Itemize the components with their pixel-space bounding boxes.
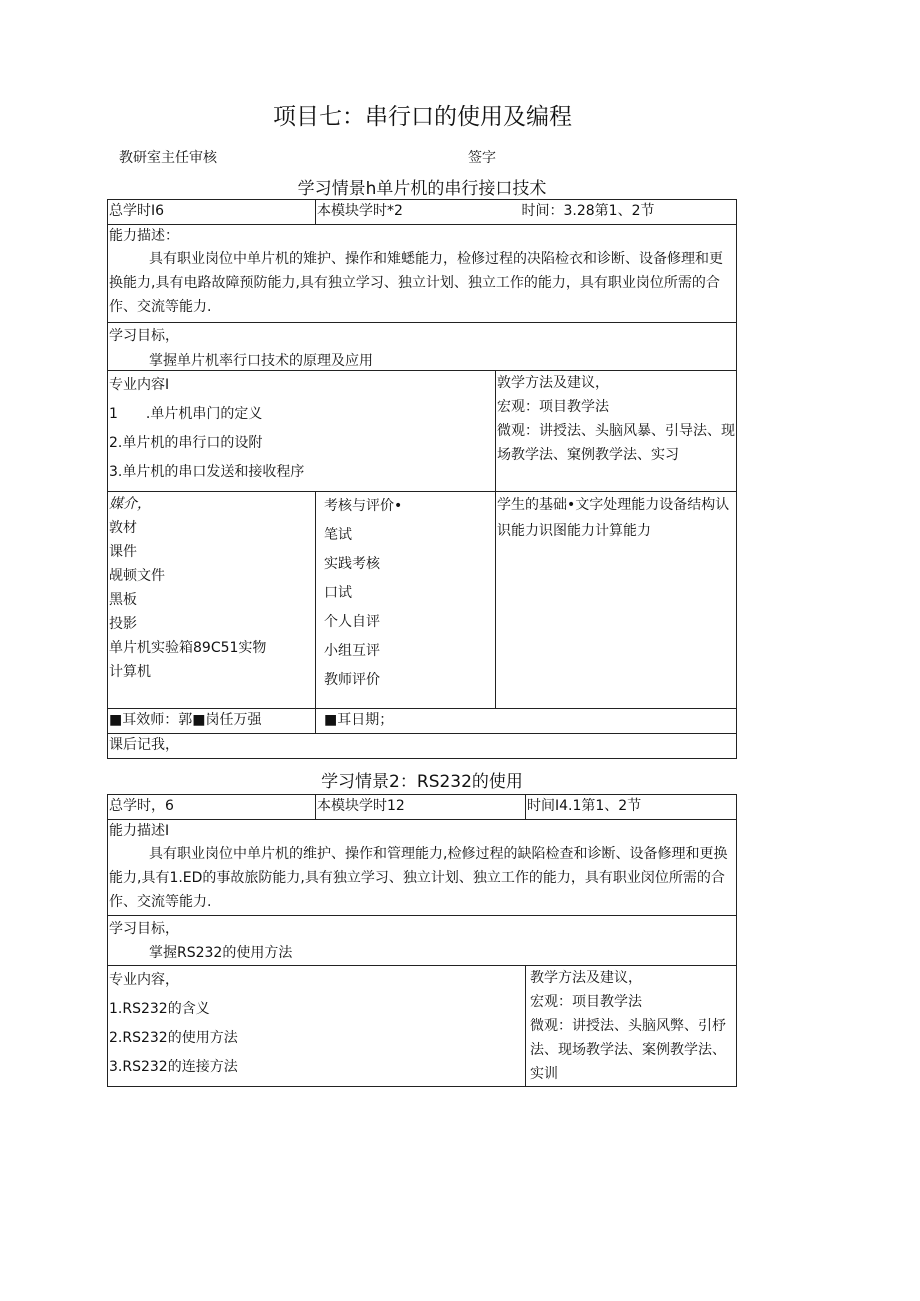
method-micro: 微观：讲授法、头脑风暴、引导法、现场教学法、窠例教学法、实习 xyxy=(497,423,735,463)
total-hours: 总学时I6 xyxy=(108,200,316,225)
content-label: 专业内容I xyxy=(109,377,170,393)
reviewer-label: 教研室主任审核 xyxy=(119,150,217,166)
method-cell xyxy=(526,966,737,1087)
session-time: 时间I4.1第1、2节 xyxy=(526,795,737,820)
content-cell xyxy=(108,371,496,492)
module-hours: 本模块学时*2 xyxy=(317,203,403,219)
assessment-item: 小组互评 xyxy=(324,643,380,659)
section1-title: 学习情景h单片机的串行接口技术 xyxy=(297,179,547,199)
media-item: 觇顿文件 xyxy=(109,568,165,584)
media-item: 敦材 xyxy=(109,520,137,536)
assessment-item: 教师评价 xyxy=(324,672,380,688)
content-item: 2.RS232的使用方法 xyxy=(109,1030,238,1046)
ability-cell xyxy=(108,225,737,323)
content-cell xyxy=(108,966,526,1087)
content-item: 3.RS232的连接方法 xyxy=(109,1059,238,1075)
assessment-item: 实践考核 xyxy=(324,556,380,572)
method-cell xyxy=(496,371,737,492)
media-item: 课件 xyxy=(109,544,137,560)
section2-table xyxy=(107,794,737,1087)
assessment-cell xyxy=(316,492,496,709)
method-label: 教学方法及建议， xyxy=(530,970,642,986)
content-item: 1 .单片机串门的定义 xyxy=(109,406,263,422)
media-item: 计算机 xyxy=(109,664,151,680)
content-label: 专业内容， xyxy=(109,972,179,988)
teacher-info: ■耳效师：郭■岗任万强 xyxy=(108,709,316,734)
method-micro: 微观：讲授法、头脑风弊、引杼法、现场教学法、案例教学法、实训 xyxy=(530,1018,726,1082)
goal-cell xyxy=(108,323,737,371)
assessment-item: 个人自评 xyxy=(324,614,380,630)
session-time: 时间：3.28第1、2节 xyxy=(521,203,655,219)
goal-label: 学习目标， xyxy=(109,921,179,937)
ability-text: 具有职业岗位中单片机的维护、操作和管理能力,检修过程的缺陷检查和诊断、设备修理和更换能力,具有1.ED的事故旅防能力,具有独立学习、独立计划、独立工作的能力，具有职业闵位所需的合作、交流等能力. xyxy=(109,846,728,910)
method-label: 敦学方法及建议， xyxy=(497,375,609,391)
ability-label: 能力描述： xyxy=(109,228,179,244)
goal-cell xyxy=(108,916,737,966)
goal-text: 掌握单片机率行口技术的原理及应用 xyxy=(149,353,373,368)
content-item: 2.单片机的串行口的设附 xyxy=(109,435,263,451)
content-item: 1.RS232的含义 xyxy=(109,1001,210,1017)
media-cell xyxy=(108,492,316,709)
goal-label: 学习目标， xyxy=(109,328,179,344)
ability-text: 具有职业岗位中单片机的雉护、操作和雉蟋能力，检修过程的决陷检衣和诊断、设备修理和更换能力,具有电路故障预防能力,具有独立学习、独立计划、独立工作的能力，具有职业岗位所需的合作、交流等能力. xyxy=(109,251,723,315)
media-item: 投影 xyxy=(109,616,137,632)
method-macro: 宏观：项目教学法 xyxy=(530,994,642,1010)
module-hours-cell xyxy=(316,200,737,225)
assessment-label: 考核与评价• xyxy=(324,498,403,514)
method-macro: 宏观：项目教学法 xyxy=(497,399,609,415)
assessment-item: 笔试 xyxy=(324,527,352,543)
student-basis: 学生的基础•文字处理能力设备结构认识能力识图能力计算能力 xyxy=(496,492,737,709)
module-hours: 本模块学时12 xyxy=(316,795,526,820)
media-item: 单片机实验箱89C51实物 xyxy=(109,640,267,656)
media-item: 黑板 xyxy=(109,592,137,608)
document-title: 项目七：串行口的使用及编程 xyxy=(273,104,572,130)
section2-title: 学习情景2：RS232的使用 xyxy=(321,772,523,792)
media-label: 媒介， xyxy=(109,496,151,512)
ability-label: 能力描述I xyxy=(109,823,170,839)
date-info: ■耳日期； xyxy=(316,709,737,734)
total-hours: 总学时，6 xyxy=(108,795,316,820)
ability-cell xyxy=(108,820,737,916)
signature-label: 签字 xyxy=(468,150,496,166)
notes: 课后记我， xyxy=(108,734,737,759)
content-item: 3.单片机的串口发送和接收程序 xyxy=(109,464,305,480)
section1-table xyxy=(107,199,737,759)
assessment-item: 口试 xyxy=(324,585,352,601)
goal-text: 掌握RS232的使用方法 xyxy=(149,945,293,961)
